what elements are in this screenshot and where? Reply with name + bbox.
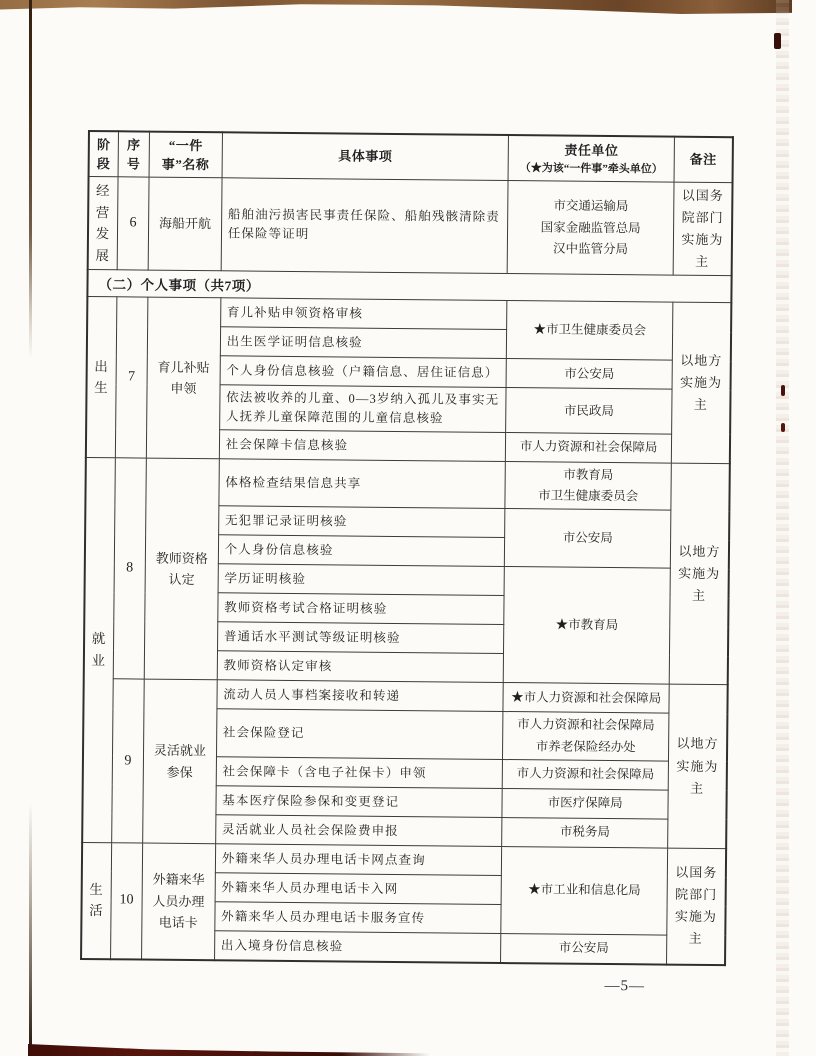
stage-cell: 经营发展 xyxy=(88,177,118,271)
note-cell: 以地方实施为主 xyxy=(668,684,728,848)
item-cell: 外籍来华人员办理电话卡入网 xyxy=(215,873,502,905)
responsible-unit-cell xyxy=(505,509,671,569)
scan-artifact-mark xyxy=(781,423,785,432)
paper-right-edge-texture xyxy=(776,0,789,1056)
page-content xyxy=(80,130,738,995)
responsible-unit-cell xyxy=(503,712,669,761)
note-cell: 以国务院部门实施为主 xyxy=(666,848,726,965)
table-row xyxy=(83,679,727,714)
stage-cell: 出生 xyxy=(86,297,117,458)
header-items: 具体事项 xyxy=(222,132,509,180)
unit-line: ★市卫生健康委员会 xyxy=(533,322,647,338)
unit-line: 市公安局 xyxy=(558,940,609,956)
responsible-unit-cell xyxy=(504,567,671,685)
item-cell: 船舶油污损害民事责任保险、船舶残骸清除责任保险等证明 xyxy=(221,178,509,274)
unit-line: 市公安局 xyxy=(564,366,615,381)
page-number: —5— xyxy=(604,977,646,995)
scan-artifact-mark xyxy=(781,385,785,396)
stage-cell: 生活 xyxy=(81,842,111,959)
responsible-unit-cell xyxy=(503,759,669,790)
table-row xyxy=(88,177,733,277)
note-cell: 以地方实施为主 xyxy=(671,302,731,463)
unit-line: ★市教育局 xyxy=(555,617,619,633)
header-note: 备注 xyxy=(674,137,733,183)
item-cell: 育儿补贴申领资格审核 xyxy=(220,298,507,330)
item-cell: 外籍来华人员办理电话卡服务宣传 xyxy=(215,902,502,934)
matter-name-cell: 海船开航 xyxy=(148,177,222,271)
unit-line: 市交通运输局 xyxy=(553,198,629,214)
header-matter-name: “一件事”名称 xyxy=(149,132,222,178)
unit-line: 市人力资源和社会保障局 xyxy=(517,717,655,733)
header-seq: 序号 xyxy=(118,131,150,177)
table-row xyxy=(82,842,726,877)
scanner-background-top xyxy=(0,0,792,14)
item-cell: 社会保障卡（含电子社保卡）申领 xyxy=(216,757,503,789)
table-row xyxy=(87,297,731,332)
unit-line: ★市人力资源和社会保障局 xyxy=(511,689,662,706)
item-cell: 个人身份信息核验（户籍信息、居住证信息） xyxy=(220,356,507,388)
seq-cell: 9 xyxy=(111,679,144,843)
item-cell: 学历证明核验 xyxy=(218,564,505,596)
item-cell: 外籍来华人员办理电话卡网点查询 xyxy=(215,844,502,876)
section-divider-label: （二）个人事项（共7项） xyxy=(87,270,731,303)
one-matter-items-table xyxy=(80,130,734,966)
unit-line: 国家金融监管总局 xyxy=(540,219,641,235)
item-cell: 基本医疗保险参保和变更登记 xyxy=(216,786,503,818)
item-cell: 社会保障卡信息核验 xyxy=(219,430,506,462)
responsible-unit-cell xyxy=(506,432,672,463)
header-stage: 阶段 xyxy=(89,131,119,177)
unit-line: 市民政局 xyxy=(563,403,615,418)
responsible-unit-cell xyxy=(502,817,668,848)
responsible-unit-cell xyxy=(507,301,673,361)
responsible-unit-cell xyxy=(506,359,672,390)
responsible-unit-cell xyxy=(505,461,671,510)
item-cell: 依法被收养的儿童、0—3岁纳入孤儿及事实无人抚养儿童保障范围的儿童信息核验 xyxy=(219,385,506,432)
header-unit-line2: （★为该“一件事”牵头单位） xyxy=(519,161,663,176)
header-unit-line1: 责任单位 xyxy=(564,142,619,159)
responsible-unit-cell xyxy=(508,181,674,276)
unit-line: 市人力资源和社会保障局 xyxy=(516,766,655,782)
item-cell: 体格检查结果信息共享 xyxy=(219,459,506,509)
unit-line: 市税务局 xyxy=(559,824,610,840)
matter-name-cell: 教师资格认定 xyxy=(144,458,219,680)
note-cell: 以地方实施为主 xyxy=(669,463,730,685)
stage-cell: 就业 xyxy=(82,457,115,842)
unit-line: 市人力资源和社会保障局 xyxy=(519,439,658,455)
item-cell: 灵活就业人员社会保险费申报 xyxy=(215,815,502,847)
note-cell: 以国务院部门实施为主 xyxy=(673,182,732,276)
unit-line: 市卫生健康委员会 xyxy=(538,488,639,504)
responsible-unit-cell xyxy=(503,683,669,714)
item-cell: 出生医学证明信息核验 xyxy=(220,327,507,359)
item-cell: 社会保险登记 xyxy=(216,709,503,759)
item-cell: 普通话水平测试等级证明核验 xyxy=(217,622,504,654)
seq-cell: 10 xyxy=(110,843,142,960)
item-cell: 无犯罪记录证明核验 xyxy=(218,506,505,538)
item-cell: 个人身份信息核验 xyxy=(218,535,505,567)
table-header-row xyxy=(89,131,733,183)
unit-line: 市养老保险经办处 xyxy=(535,738,636,754)
unit-line: 市医疗保障局 xyxy=(547,795,623,811)
item-cell: 教师资格认定审核 xyxy=(217,651,504,683)
paper-left-edge-shadow xyxy=(29,0,32,1056)
header-responsible-unit xyxy=(508,135,674,182)
responsible-unit-cell xyxy=(502,788,668,819)
seq-cell: 6 xyxy=(117,177,149,271)
item-cell: 流动人员人事档案接收和转递 xyxy=(217,680,504,712)
matter-name-cell: 灵活就业参保 xyxy=(143,679,217,843)
matter-name-cell: 外籍来华人员办理电话卡 xyxy=(142,843,216,960)
unit-line: ★市工业和信息化局 xyxy=(528,882,641,898)
responsible-unit-cell xyxy=(501,846,667,935)
unit-line: 市教育局 xyxy=(563,467,614,482)
item-cell: 出入境身份信息核验 xyxy=(214,931,501,963)
seq-cell: 8 xyxy=(113,458,146,680)
item-cell: 教师资格考试合格证明核验 xyxy=(218,593,505,625)
unit-line: 市公安局 xyxy=(562,530,613,546)
unit-line: 汉中监管分局 xyxy=(552,241,629,257)
scan-artifact-mark xyxy=(774,33,781,49)
scanner-background-bottom xyxy=(28,1044,430,1056)
responsible-unit-cell xyxy=(506,388,672,434)
table-row xyxy=(85,457,729,511)
matter-name-cell: 育儿补贴申领 xyxy=(146,297,220,458)
responsible-unit-cell xyxy=(501,933,667,964)
seq-cell: 7 xyxy=(115,297,148,458)
